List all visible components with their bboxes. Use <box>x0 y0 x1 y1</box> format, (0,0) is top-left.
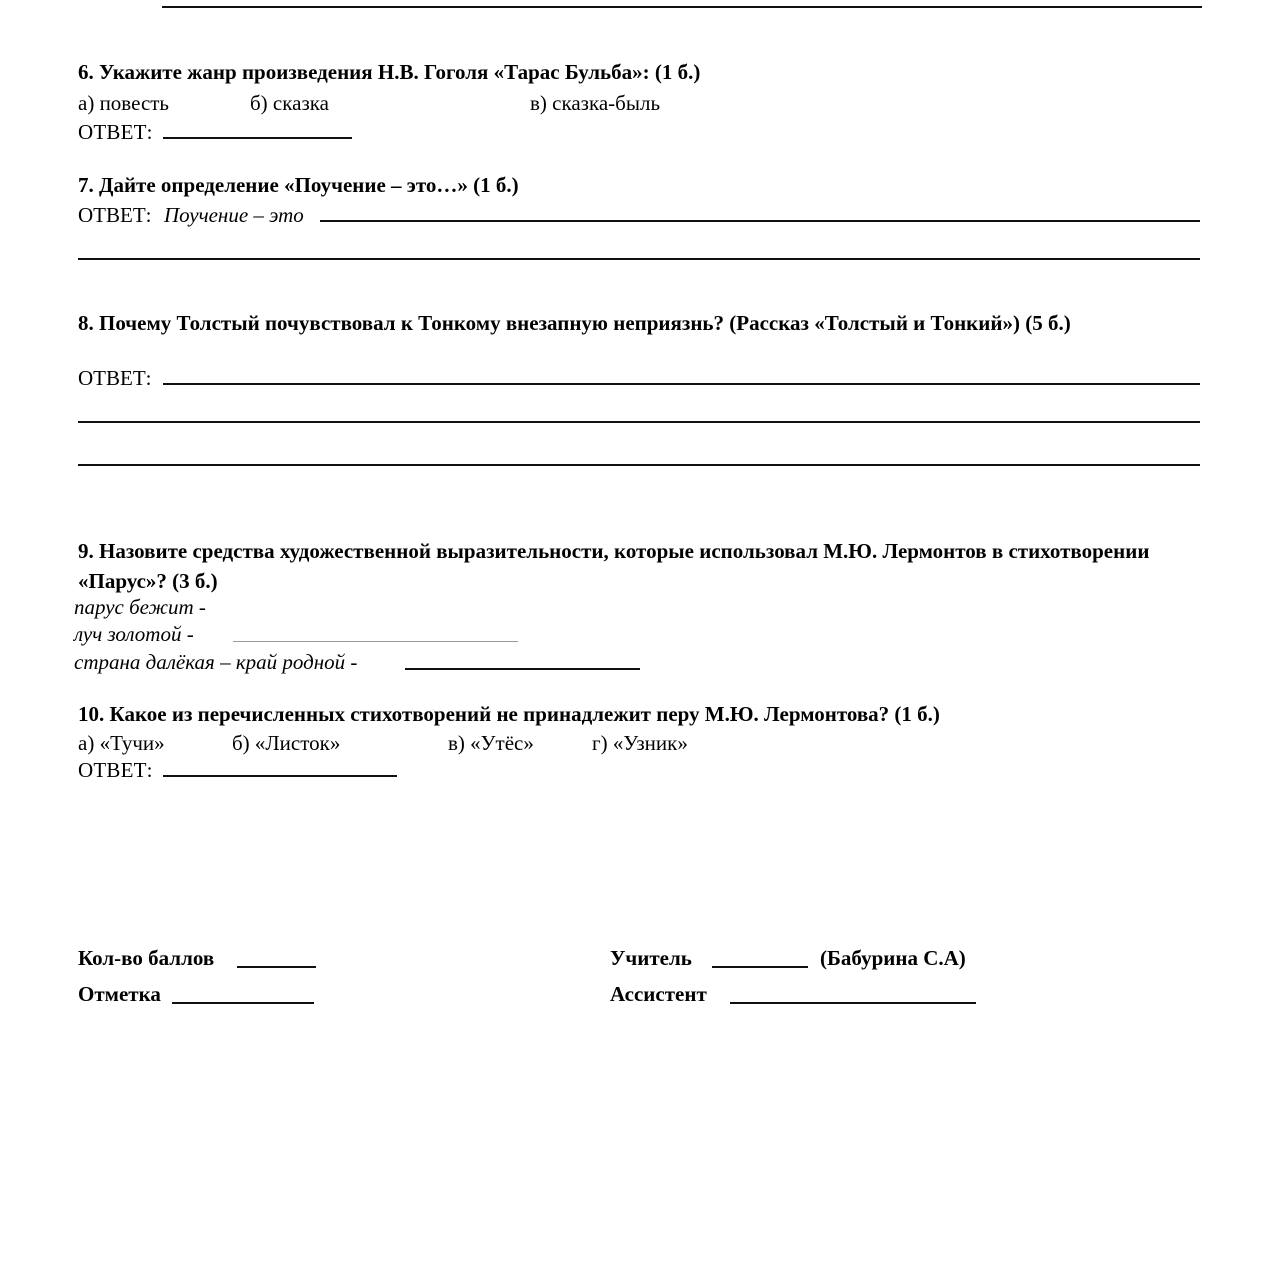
question-7-answer-prefix: Поучение – это <box>164 203 304 227</box>
footer-teacher-label: Учитель <box>610 946 692 970</box>
footer-mark-label: Отметка <box>78 982 161 1006</box>
footer-assistant-signature-field[interactable] <box>730 1002 976 1004</box>
question-8-answer-label: ОТВЕТ: <box>78 366 152 390</box>
footer-total-points-label: Кол-во баллов <box>78 946 215 970</box>
question-7-answer-field-line-1[interactable] <box>320 220 1200 222</box>
footer-mark-field[interactable] <box>172 1002 314 1004</box>
question-10-option-d[interactable]: г) «Узник» <box>592 731 688 755</box>
question-8-answer-field-line-1[interactable] <box>163 383 1200 385</box>
question-8-answer-field-line-3[interactable] <box>78 464 1200 466</box>
question-10-answer-label: ОТВЕТ: <box>78 758 153 782</box>
question-10-option-a[interactable]: а) «Тучи» <box>78 731 165 755</box>
footer-teacher-signature-field[interactable] <box>712 966 808 968</box>
question-9-item-3-field[interactable] <box>405 668 640 670</box>
question-7-answer-label: ОТВЕТ: <box>78 203 152 227</box>
question-9-heading: 9. Назовите средства художественной выразительности, которые использовал М.Ю. Лермонтов в стихотворении «Парус»? (3 б.) <box>78 539 1150 593</box>
question-10-heading: 10. Какое из перечисленных стихотворений не принадлежит перу М.Ю. Лермонтова? (1 б.) <box>78 702 940 726</box>
question-9-item-1-prompt: парус бежит - <box>74 595 206 619</box>
question-8-heading: 8. Почему Толстый почувствовал к Тонкому внезапную неприязнь? (Рассказ «Толстый и Тонкий») (5 б.) <box>78 311 1071 335</box>
question-9-item-2-field[interactable] <box>233 641 518 642</box>
question-6-heading: 6. Укажите жанр произведения Н.В. Гоголя «Тарас Бульба»: (1 б.) <box>78 60 701 84</box>
footer-assistant-label: Ассистент <box>610 982 707 1006</box>
question-10-option-b[interactable]: б) «Листок» <box>232 731 341 755</box>
question-9-item-3-prompt: страна далёкая – край родной - <box>74 650 358 674</box>
question-6-option-c[interactable]: в) сказка-быль <box>530 91 661 115</box>
question-10-option-c[interactable]: в) «Утёс» <box>448 731 534 755</box>
question-6-option-a[interactable]: а) повесть <box>78 91 170 115</box>
footer-teacher-name: (Бабурина С.А) <box>820 946 966 970</box>
continuation-rule <box>162 6 1202 8</box>
question-10-answer-field[interactable] <box>163 775 397 777</box>
question-7-heading: 7. Дайте определение «Поучение – это…» (1 б.) <box>78 173 519 197</box>
footer-total-points-field[interactable] <box>237 966 316 968</box>
question-6-option-b[interactable]: б) сказка <box>250 91 329 115</box>
question-6-answer-label: ОТВЕТ: <box>78 120 153 144</box>
question-8-answer-field-line-2[interactable] <box>78 421 1200 423</box>
question-6-answer-field[interactable] <box>163 137 352 139</box>
question-7-answer-field-line-2[interactable] <box>78 258 1200 260</box>
question-9-item-2-prompt: луч золотой - <box>74 622 194 646</box>
